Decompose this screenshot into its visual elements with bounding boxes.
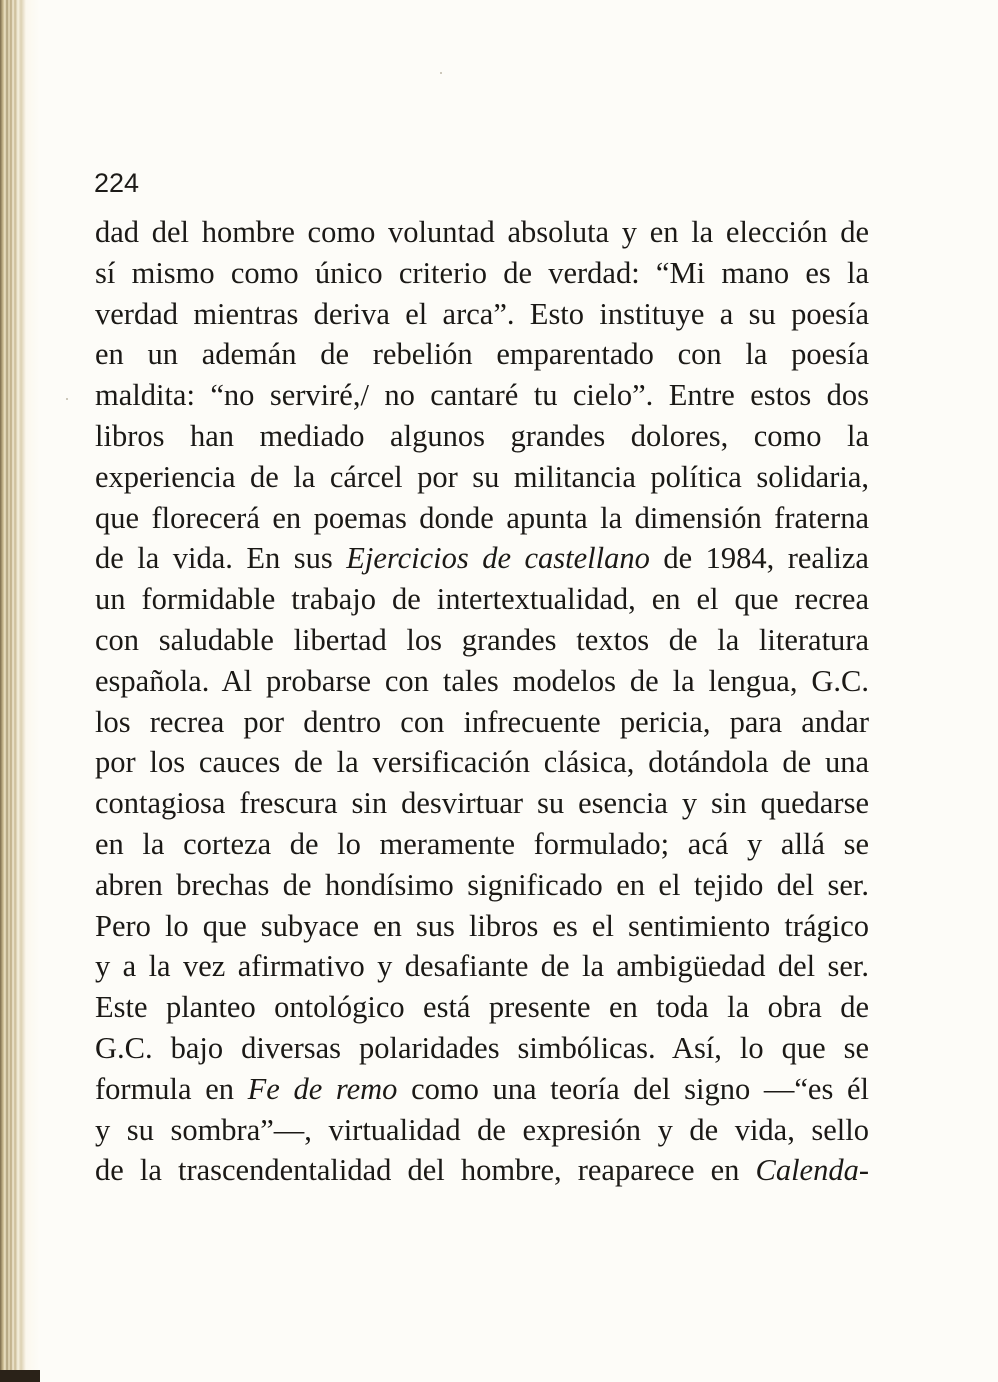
text-run: dad del hombre como voluntad absoluta y en la elección de <box>95 215 869 249</box>
text-line <box>95 906 869 947</box>
text-run: formula en <box>95 1071 248 1106</box>
text-line <box>95 946 869 987</box>
page-number: 224 <box>94 168 140 198</box>
text-run: como una teoría del signo —“es él <box>397 1071 869 1106</box>
text-line <box>95 783 869 824</box>
text-line <box>95 498 869 539</box>
text-line <box>95 334 869 375</box>
paper-speck <box>66 398 68 400</box>
italic-title: Ejercicios de castellano <box>346 541 650 576</box>
text-line <box>95 742 869 783</box>
text-line <box>95 661 869 702</box>
text-line <box>95 987 869 1028</box>
text-run: Pero lo que subyace en sus libros es el sentimiento trágico <box>95 908 869 943</box>
text-run: por los cauces de la versificación clásica, dotándola de una <box>95 745 869 780</box>
text-run: de la trascendentalidad del hombre, reaparece en <box>95 1153 756 1188</box>
text-line <box>95 1069 869 1110</box>
text-run: libros han mediado algunos grandes dolores, como la <box>95 418 869 453</box>
text-run: en un ademán de rebelión emparentado con la poesía <box>95 337 869 372</box>
text-run: G.C. bajo diversas polaridades simbólicas. Así, lo que se <box>95 1030 869 1065</box>
text-run: y su sombra”—, virtualidad de expresión y de vida, sello <box>95 1112 869 1147</box>
text-line <box>95 375 869 416</box>
text-line <box>95 1110 869 1151</box>
text-run: de 1984, realiza <box>649 541 869 576</box>
text-run: los recrea por dentro con infrecuente pericia, para andar <box>95 704 869 739</box>
book-spine-shadow <box>0 0 40 1382</box>
text-line <box>95 416 869 457</box>
text-line <box>95 1028 869 1069</box>
body-text <box>95 212 869 1191</box>
text-line <box>95 253 869 294</box>
text-run: maldita: “no serviré,/ no cantaré tu cielo”. Entre estos dos <box>95 378 869 413</box>
text-run: en la corteza de lo meramente formulado; acá y allá se <box>95 826 869 861</box>
text-line <box>95 457 869 498</box>
text-run: abren brechas de hondísimo significado en el tejido del ser. <box>95 867 869 902</box>
text-run: que florecerá en poemas donde apunta la dimensión fraterna <box>95 500 869 535</box>
text-run: contagiosa frescura sin desvirtuar su esencia y sin quedarse <box>95 786 869 821</box>
text-run: y a la vez afirmativo y desafiante de la ambigüedad del ser. <box>95 949 869 984</box>
book-spine-edge <box>0 1370 40 1382</box>
text-run: con saludable libertad los grandes textos de la literatura <box>95 622 869 657</box>
text-line <box>95 865 869 906</box>
text-run: Este planteo ontológico está presente en toda la obra de <box>95 990 869 1025</box>
text-line <box>95 1150 869 1191</box>
italic-title: Calenda- <box>755 1153 869 1188</box>
text-run: verdad mientras deriva el arca”. Esto instituye a su poesía <box>95 296 869 331</box>
text-run: de la vida. En sus <box>95 541 347 576</box>
text-line <box>95 579 869 620</box>
italic-title: Fe de remo <box>247 1071 398 1106</box>
paper-speck <box>440 72 442 74</box>
text-line <box>95 294 869 335</box>
text-line <box>95 620 869 661</box>
text-line <box>95 702 869 743</box>
text-run: experiencia de la cárcel por su militancia política solidaria, <box>95 459 869 494</box>
text-run: sí mismo como único criterio de verdad: “Mi mano es la <box>95 255 869 290</box>
text-line <box>95 538 869 579</box>
text-line <box>95 824 869 865</box>
text-run: un formidable trabajo de intertextualidad, en el que recrea <box>95 582 869 617</box>
text-line <box>95 212 869 253</box>
text-run: española. Al probarse con tales modelos de la lengua, G.C. <box>95 663 869 698</box>
